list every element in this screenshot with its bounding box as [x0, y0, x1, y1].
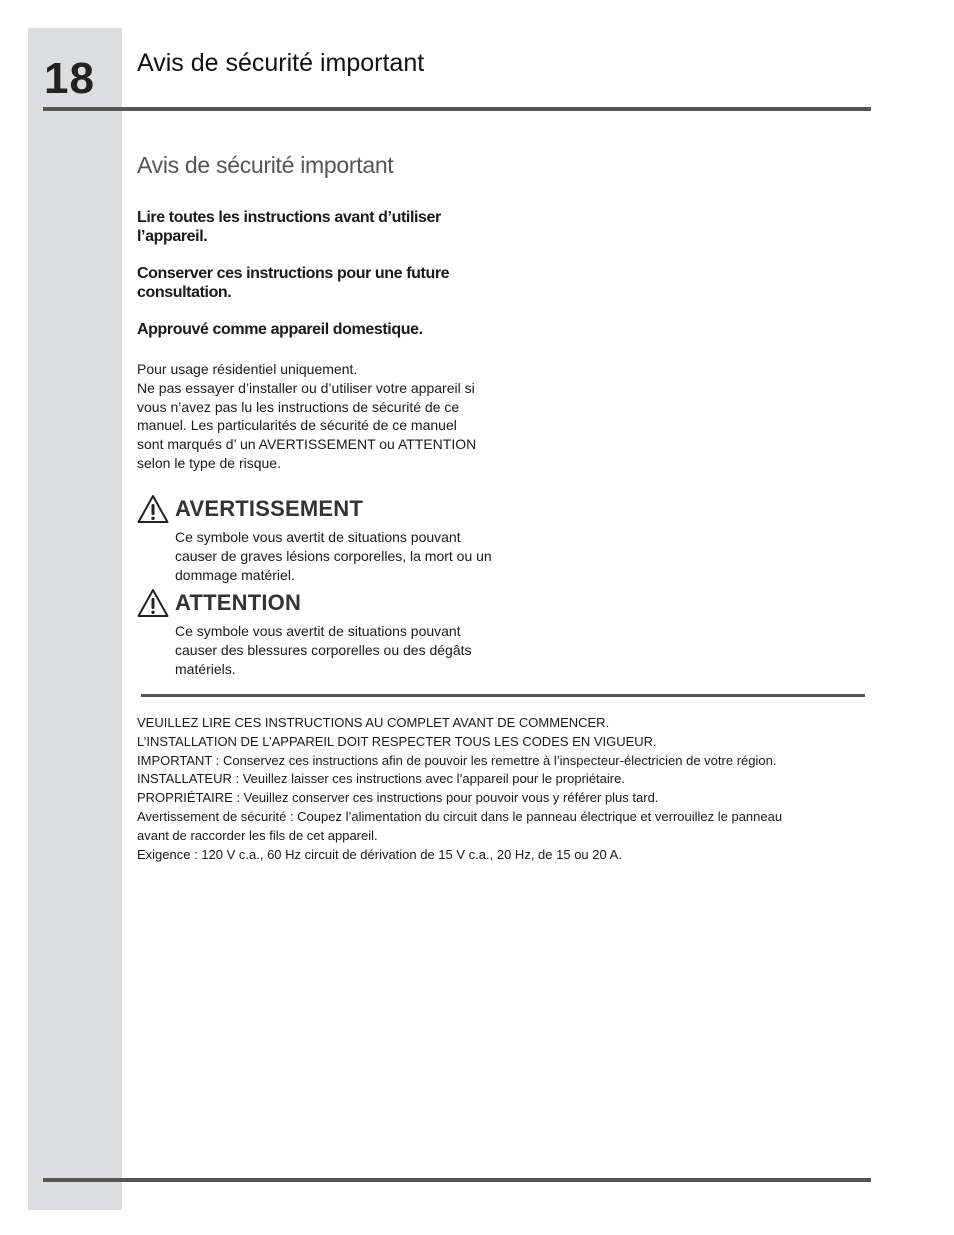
notices-block: [137, 714, 787, 864]
bold-paragraph-approved: Approuvé comme appareil domestique.: [137, 321, 423, 338]
bold-paragraph-keep: Conserver ces instructions pour une future consultation.: [137, 265, 450, 301]
notice-line: VEUILLEZ LIRE CES INSTRUCTIONS AU COMPLET AVANT DE COMMENCER.: [137, 715, 610, 730]
warning-triangle-icon: [137, 494, 169, 524]
caution-title: ATTENTION: [175, 590, 302, 615]
warning-text: Ce symbole vous avertit de situations pouvant causer de graves lésions corporelles, la mort ou un dommage matériel.: [175, 529, 492, 583]
notice-line: Avertissement de sécurité : Coupez l’alimentation du circuit dans le panneau électrique et verrouillez le panneau avant de raccorder les fils de cet appareil.: [137, 808, 783, 843]
intro-line: Ne pas essayer d’installer ou d’utiliser votre appareil si vous n’avez pas lu les instructions de sécurité de ce manuel. Les particularités de sécurité de ce manuel sont marqués d’ un AVERTISSEMENT ou ATTENTION selon le type de risque.: [137, 379, 477, 471]
caution-text: Ce symbole vous avertit de situations pouvant causer des blessures corporelles ou des dégâts matériels.: [175, 623, 472, 677]
intro-text: [137, 360, 482, 473]
notice-line: INSTALLATEUR : Veuillez laisser ces instructions avec l’appareil pour le propriétaire.: [137, 771, 625, 787]
footer-divider: [43, 1178, 871, 1182]
notice-line: PROPRIÉTAIRE : Veuillez conserver ces instructions pour pouvoir vous y référer plus tard.: [137, 790, 659, 806]
section-divider: [141, 694, 865, 697]
warning-header: [137, 494, 363, 524]
notice-line: IMPORTANT : Conservez ces instructions afin de pouvoir les remettre à l’inspecteur-électricien de votre région.: [137, 752, 777, 768]
section-title: Avis de sécurité important: [137, 152, 394, 178]
warning-triangle-icon: [137, 588, 169, 618]
header-divider: [43, 107, 871, 111]
caution-header: [137, 588, 301, 618]
header-title: Avis de sécurité important: [137, 49, 425, 77]
notice-line: L’INSTALLATION DE L’APPAREIL DOIT RESPECTER TOUS LES CODES EN VIGUEUR.: [137, 733, 657, 749]
page-sidebar: [28, 28, 122, 1210]
notice-line: Exigence : 120 V c.a., 60 Hz circuit de dérivation de 15 V c.a., 20 Hz, de 15 ou 20 A.: [137, 846, 622, 862]
bold-paragraph-read: Lire toutes les instructions avant d’utiliser l’appareil.: [137, 209, 441, 245]
intro-line: Pour usage résidentiel uniquement.: [137, 361, 358, 377]
page-number: 18: [44, 54, 95, 103]
warning-title: AVERTISSEMENT: [175, 496, 363, 521]
